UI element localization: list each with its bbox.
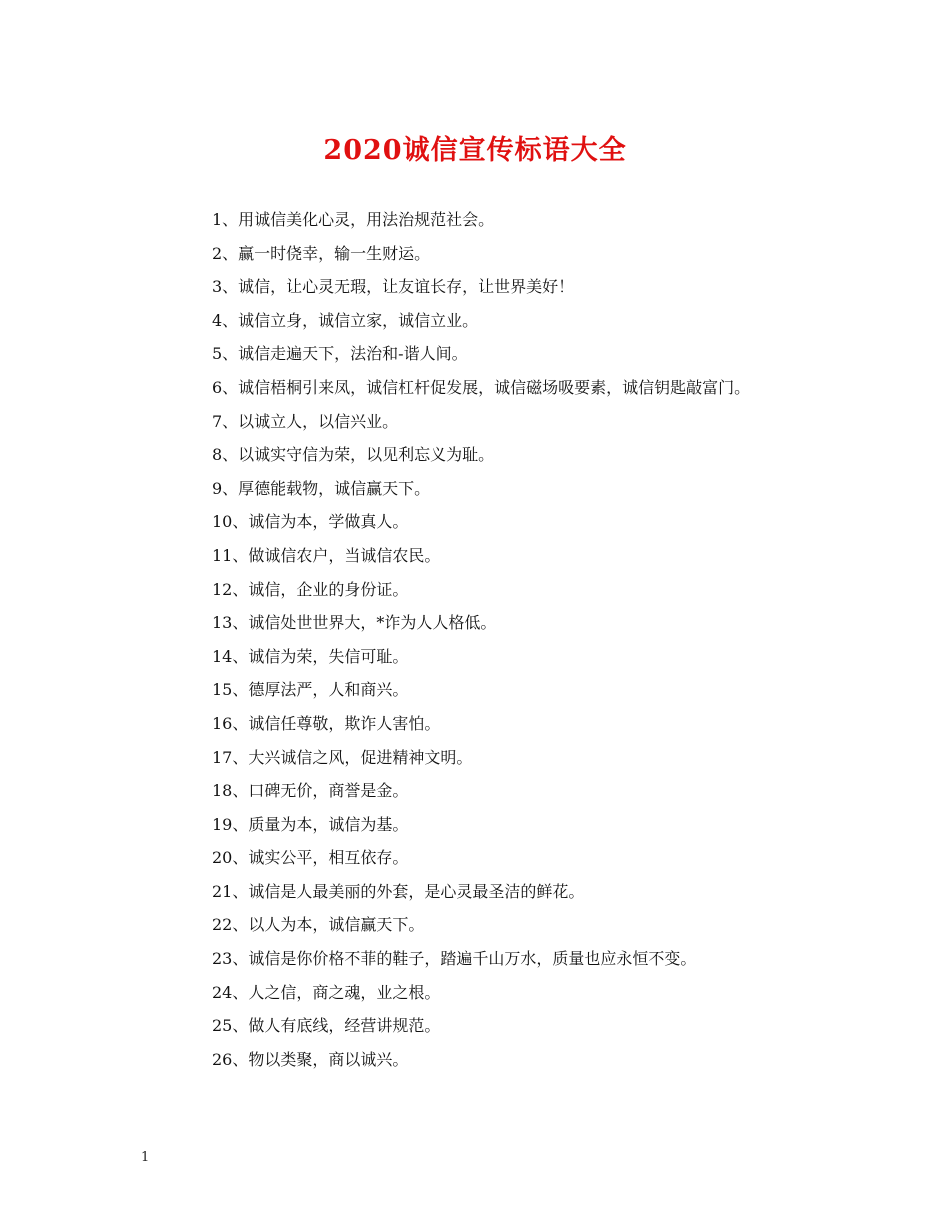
list-item: 18、口碑无价，商誉是金。 [212, 781, 409, 801]
slogan-list [141, 203, 813, 1076]
list-item: 22、以人为本，诚信赢天下。 [212, 915, 425, 935]
list-item: 11、做诚信农户，当诚信农民。 [212, 545, 441, 565]
list-item: 26、物以类聚，商以诚兴。 [212, 1049, 409, 1069]
list-item: 2、赢一时侥幸，输一生财运。 [212, 243, 431, 263]
list-item: 6、诚信梧桐引来凤，诚信杠杆促发展，诚信磁场吸要素，诚信钥匙敲富门。 [212, 377, 751, 397]
list-item: 25、做人有底线，经营讲规范。 [212, 1016, 441, 1036]
list-item: 5、诚信走遍天下，法治和-谐人间。 [212, 344, 468, 364]
list-item: 19、质量为本，诚信为基。 [212, 814, 409, 834]
list-item: 8、以诚实守信为荣，以见利忘义为耻。 [212, 445, 495, 465]
list-item: 14、诚信为荣，失信可耻。 [212, 646, 409, 666]
list-item: 3、诚信，让心灵无瑕，让友谊长存，让世界美好！ [212, 277, 575, 297]
list-item: 20、诚实公平，相互依存。 [212, 848, 409, 868]
list-item: 10、诚信为本，学做真人。 [212, 512, 409, 532]
list-item: 15、德厚法严，人和商兴。 [212, 680, 409, 700]
list-item: 23、诚信是你价格不菲的鞋子，踏遍千山万水，质量也应永恒不变。 [212, 949, 697, 969]
list-item: 9、厚德能载物，诚信赢天下。 [212, 478, 431, 498]
list-item: 13、诚信处世世界大，*诈为人人格低。 [212, 613, 497, 633]
list-item: 1、用诚信美化心灵，用法治规范社会。 [212, 210, 495, 229]
list-item: 4、诚信立身，诚信立家，诚信立业。 [212, 310, 479, 330]
list-item: 24、人之信，商之魂，业之根。 [212, 982, 441, 1002]
list-item: 16、诚信任尊敬，欺诈人害怕。 [212, 713, 441, 733]
list-item: 7、以诚立人，以信兴业。 [212, 411, 399, 431]
document-title: 2020诚信宣传标语大全 [323, 135, 627, 166]
page-number: 1 [141, 1150, 150, 1165]
list-item: 12、诚信，企业的身份证。 [212, 579, 409, 599]
list-item: 17、大兴诚信之风，促进精神文明。 [212, 747, 473, 767]
list-item: 21、诚信是人最美丽的外套，是心灵最圣洁的鲜花。 [212, 881, 585, 901]
